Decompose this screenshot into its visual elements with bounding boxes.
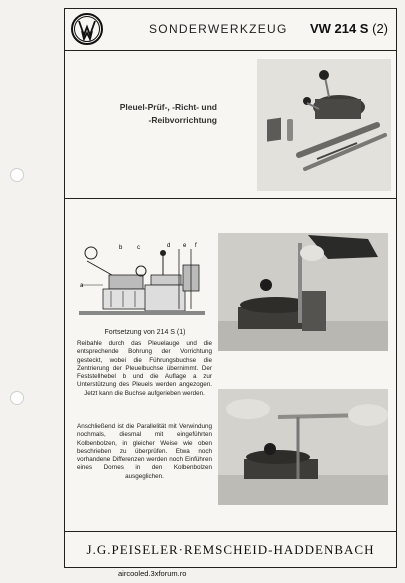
continuation-caption: Fortsetzung von 214 S (1) [104,329,186,336]
tool-name-line: -Reibvorrichtung [148,115,217,125]
punch-hole-bottom [10,391,24,405]
watermark: aircooled.3xforum.ro [118,569,187,578]
instruction-paragraph: Anschließend ist die Parallelität mit Verwindung nochmals, diesmal mit eingeführten Kolbenbolzen, in gleicher Weise wie oben beschrieben zu überprüfen. Etwa noch vorhandene Differenzen werden noch Einführen eines Dornes in den Kolbenbolzen ausgeglichen. [77,423,212,480]
diagram-label: b [119,245,123,251]
tool-name [87,101,217,127]
diagram-label: a [80,283,84,289]
punch-hole-top [10,168,24,182]
header [65,9,396,51]
manufacturer-name: J.G.PEISELER·REMSCHEID-HADDENBACH [86,542,375,557]
tool-code-number: VW 214 S [309,21,369,36]
technical-diagram [79,239,211,327]
checking-photo [218,389,388,505]
header-title: SONDERWERKZEUG [149,22,288,36]
reaming-photo [218,233,388,351]
vw-logo-icon [71,13,103,45]
document-sheet [64,8,397,568]
tool-section [65,51,396,199]
checking-photo-drawing [218,389,388,505]
diagram-label: d [167,243,171,249]
instruction-paragraph: Reibahle durch das Pleuelauge und die entsprechende Bohrung der Vorrichtung gesteckt, wobei die Führungsbuchse die Zentrierung der Pleuelbuchse übernimmt. Der Feststellhebel b und die Auflage a zur Unterstützung des Pleuels werden angezogen. Jetzt kann die Buchse aufgerieben werden. [77,340,212,397]
page-number: (2) [372,21,388,36]
tool-photo-drawing [257,59,391,191]
tool-name-line: Pleuel-Prüf-, -Richt- und [119,102,217,112]
tool-photo [257,59,391,191]
diagram-label: e [183,243,187,249]
reaming-photo-drawing [218,233,388,351]
diagram-label: f [195,243,197,249]
diagram-label: c [137,245,140,251]
tool-code [310,21,388,36]
footer [65,531,396,567]
